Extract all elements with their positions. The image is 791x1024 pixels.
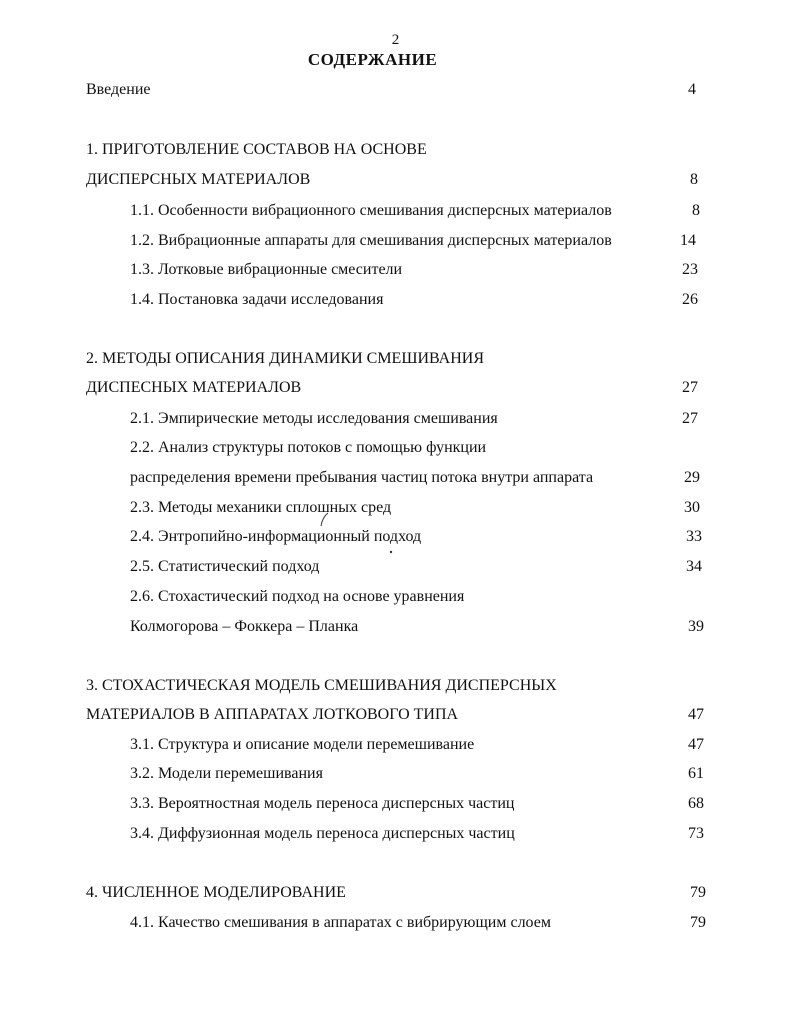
section-1-1-label: 1.1. Особенности вибрационного смешивания дисперсных материалов (130, 202, 612, 219)
section-4-1-label: 4.1. Качество смешивания в аппаратах с вибрирующим слоем (130, 914, 551, 931)
section-1-4-label: 1.4. Постановка задачи исследования (130, 291, 384, 308)
section-3-2-label: 3.2. Модели перемешивания (130, 765, 323, 782)
section-3-2-page: 61 (688, 765, 704, 782)
section-1-3-label: 1.3. Лотковые вибрационные смесители (130, 261, 403, 278)
section-2-4-page: 33 (686, 528, 702, 545)
toc-intro-label: Введение (86, 81, 151, 98)
chapter-2-title-line-2: ДИСПЕСНЫХ МАТЕРИАЛОВ (86, 379, 302, 396)
section-2-2-page: 29 (684, 469, 700, 486)
chapter-3-page: 47 (688, 706, 704, 723)
toc-intro-page: 4 (688, 81, 696, 98)
section-3-3-page: 68 (688, 795, 704, 812)
section-3-1-page: 47 (688, 736, 704, 753)
section-3-3-label: 3.3. Вероятностная модель переноса дисперсных частиц (130, 795, 515, 812)
section-2-5-page: 34 (686, 558, 702, 575)
chapter-3-title-line-2: МАТЕРИАЛОВ В АППАРАТАХ ЛОТКОВОГО ТИПА (86, 706, 459, 723)
section-3-4-page: 73 (688, 825, 704, 842)
section-2-4-label: 2.4. Энтропийно-информационный подход (130, 528, 422, 545)
section-2-2-label-cont: распределения времени пребывания частиц потока внутри аппарата (130, 469, 594, 486)
chapter-1-title-line-2: ДИСПЕРСНЫХ МАТЕРИАЛОВ (86, 171, 311, 188)
chapter-2-page: 27 (682, 379, 698, 396)
section-1-1-page: 8 (692, 202, 700, 219)
section-1-4-page: 26 (682, 291, 698, 308)
section-4-1-page: 79 (690, 914, 706, 931)
section-2-2-label: 2.2. Анализ структуры потоков с помощью функции (130, 439, 487, 456)
pen-mark-icon (318, 512, 330, 528)
chapter-2-title-line-1: 2. МЕТОДЫ ОПИСАНИЯ ДИНАМИКИ СМЕШИВАНИЯ (86, 350, 485, 367)
section-2-6-label-cont: Колмогорова – Фоккера – Планка (130, 618, 359, 635)
dot-mark-icon (389, 550, 393, 554)
chapter-3-title-line-1: 3. СТОХАСТИЧЕСКАЯ МОДЕЛЬ СМЕШИВАНИЯ ДИСПЕРСНЫХ (86, 677, 557, 694)
section-2-1-label: 2.1. Эмпирические методы исследования смешивания (130, 410, 498, 427)
section-2-6-label: 2.6. Стохастический подход на основе уравнения (130, 588, 465, 605)
section-3-4-label: 3.4. Диффузионная модель переноса дисперсных частиц (130, 825, 515, 842)
section-3-1-label: 3.1. Структура и описание модели перемешивание (130, 736, 475, 753)
section-2-6-page: 39 (688, 618, 704, 635)
chapter-4-title: 4. ЧИСЛЕННОЕ МОДЕЛИРОВАНИЕ (86, 884, 346, 901)
section-2-3-label: 2.3. Методы механики сплошных сред (130, 499, 392, 516)
section-2-1-page: 27 (682, 410, 698, 427)
chapter-1-title-line-1: 1. ПРИГОТОВЛЕНИЕ СОСТАВОВ НА ОСНОВЕ (86, 141, 427, 158)
chapter-1-page: 8 (690, 171, 698, 188)
section-2-3-page: 30 (684, 499, 700, 516)
section-1-2-label: 1.2. Вибрационные аппараты для смешивания дисперсных материалов (130, 232, 612, 249)
chapter-4-page: 79 (690, 884, 706, 901)
page-number: 2 (391, 32, 400, 48)
section-1-3-page: 23 (682, 261, 698, 278)
section-1-2-page: 14 (680, 232, 696, 249)
section-2-5-label: 2.5. Статистический подход (130, 558, 320, 575)
toc-title: СОДЕРЖАНИЕ (307, 50, 438, 69)
